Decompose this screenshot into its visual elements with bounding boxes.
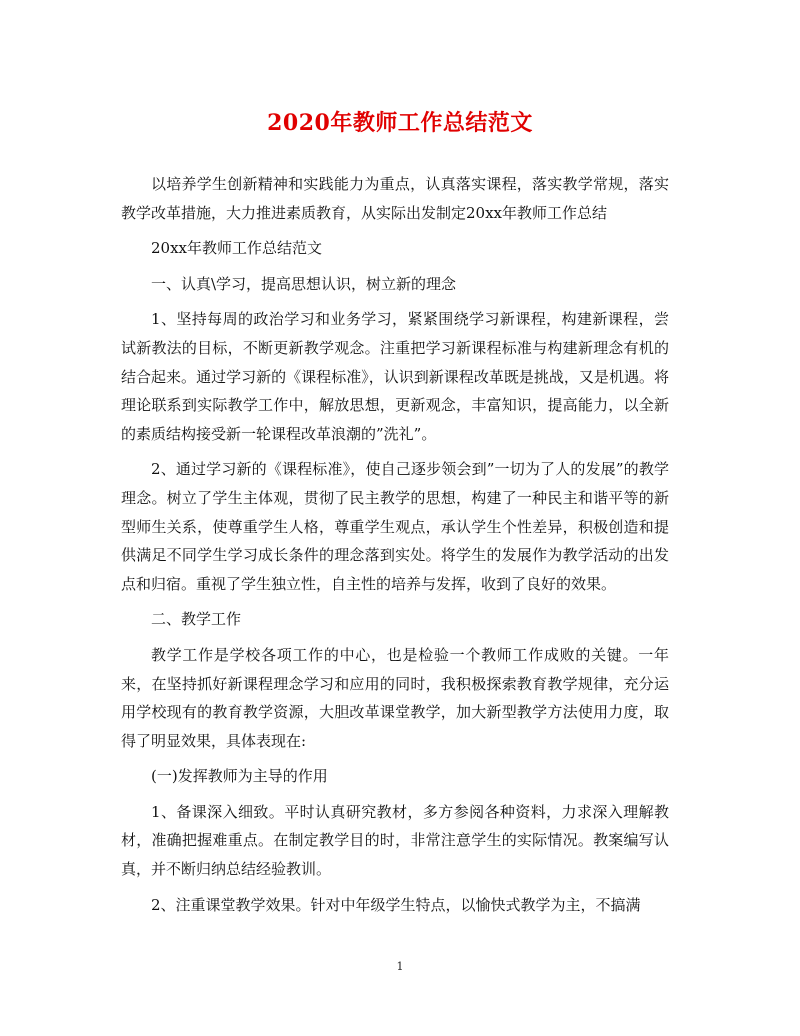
subtitle-line: 20xx年教师工作总结范文 (151, 239, 323, 258)
section-heading-1: 一、认真\学习，提高思想认识，树立新的理念 (151, 274, 457, 293)
subsection-heading: (一)发挥教师为主导的作用 (151, 767, 328, 786)
intro-paragraph: 以培养学生创新精神和实践能力为重点，认真落实课程，落实教学常规，落实教学改革措施，大力推进素质教育，从实际出发制定20xx年教师工作总结 (121, 175, 669, 222)
page-number: 1 (396, 960, 404, 973)
body-paragraph: 1、备课深入细致。平时认真研究教材，多方参阅各种资料，力求深入理解教材，准确把握难重点。在制定教学目的时，非常注意学生的实际情况。教案编写认真，并不断归纳总结经验教训。 (121, 802, 669, 879)
section-heading-2: 二、教学工作 (151, 610, 242, 629)
body-paragraph: 2、注重课堂教学效果。针对中年级学生特点，以愉快式教学为主，不搞满 (151, 895, 641, 914)
body-paragraph: 1、坚持每周的政治学习和业务学习，紧紧围绕学习新课程，构建新课程，尝试新教法的目标，不断更新教学观念。注重把学习新课程标准与构建新理念有机的结合起来。通过学习新的《课程标准》，认识到新课程改革既是挑战，又是机遇。将理论联系到实际教学工作中，解放思想，更新观念，丰富知识，提高能力，以全新的素质结构接受新一轮课程改革浪潮的”洗礼”。 (121, 310, 669, 443)
document-title: 2020年教师工作总结范文 (267, 110, 533, 136)
document-body (121, 170, 669, 926)
body-paragraph: 2、通过学习新的《课程标准》，使自己逐步领会到”一切为了人的发展”的教学理念。树立了学生主体观，贯彻了民主教学的思想，构建了一种民主和谐平等的新型师生关系，使尊重学生人格，尊重学生观点，承认学生个性差异，积极创造和提供满足不同学生学习成长条件的理念落到实处。将学生的发展作为教学活动的出发点和归宿。重视了学生独立性，自主性的培养与发挥，收到了良好的效果。 (121, 460, 669, 593)
body-paragraph: 教学工作是学校各项工作的中心，也是检验一个教师工作成败的关键。一年来，在坚持抓好新课程理念学习和应用的同时，我积极探索教育教学规律，充分运用学校现有的教育教学资源，大胆改革课堂教学，加大新型教学方法使用力度，取得了明显效果，具体表现在: (121, 645, 669, 750)
